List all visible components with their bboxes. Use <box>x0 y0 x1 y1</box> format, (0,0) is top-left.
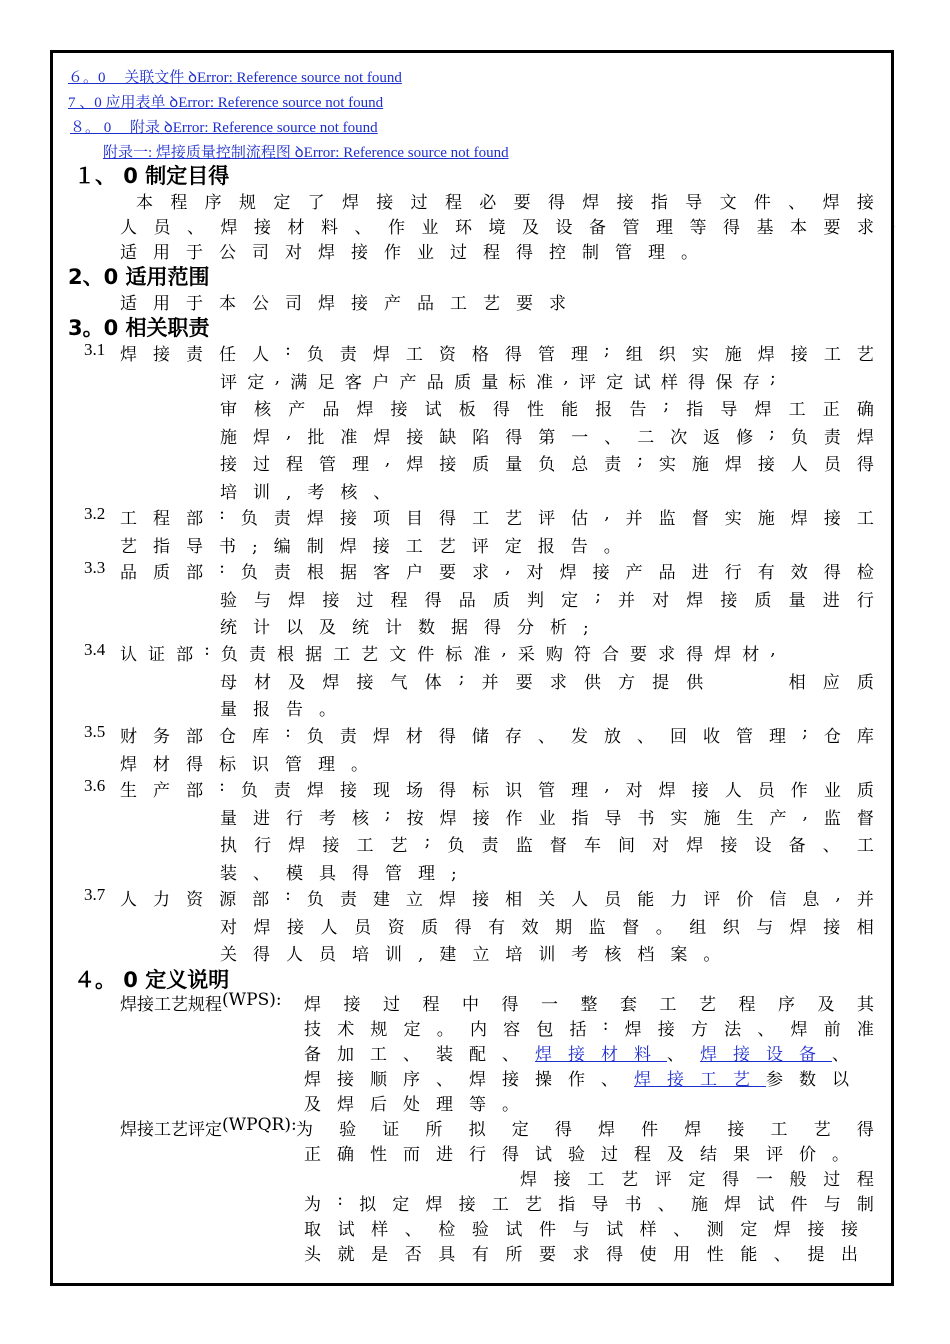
item-number-3-7: 3.7 <box>84 885 106 904</box>
pqr-line-6: 头 就 是 否 具 有 所 要 求 得 使 用 性 能 、 提 出 <box>304 1245 858 1265</box>
item-3-7-line-1: 人 力 资 源 部 : 负 责 建 立 焊 接 相 关 人 员 能 力 评 价 信 息 , 并 <box>120 885 874 910</box>
item-3-3-line-1: 品 质 部 : 负 责 根 据 客 户 要 求 , 对 焊 接 产 品 进 行 有 效 得 检 <box>120 558 874 583</box>
item-3-6-line-1: 生 产 部 : 负 责 焊 接 现 场 得 标 识 管 理 , 对 焊 接 人 员 作 业 质 <box>120 776 874 801</box>
section-1-heading: １、 0 制定目得 <box>74 164 230 188</box>
pqr-line-4: 为 : 拟 定 焊 接 工 艺 指 导 书 、 施 焊 试 件 与 制 <box>304 1190 874 1215</box>
pqr-line-3: 焊 接 工 艺 评 定 得 一 般 过 程 <box>520 1170 874 1190</box>
s1-line-2: 人 员 、 焊 接 材 料 、 作 业 环 境 及 设 备 管 理 等 得 基 本 要 求 , <box>120 213 896 238</box>
pqr-line-2: 正确性而进行得试验过程及结果评价。 <box>304 1145 865 1165</box>
s1-line-3: 适用于公司对焊接作业过程得控制管理。 <box>120 243 714 263</box>
toc-link-forms[interactable]: 7 、0 应用表单 ꝺError: Reference source not found <box>68 95 384 111</box>
item-number-3-4: 3.4 <box>84 640 106 659</box>
item-3-2-line-1: 工 程 部 : 负 责 焊 接 项 目 得 工 艺 评 估 , 并 监 督 实 施 焊 接 工 <box>120 504 874 529</box>
item-3-7-line-2: 对 焊 接 人 员 资 质 得 有 效 期 监 督 。 组 织 与 焊 接 相 <box>220 917 874 938</box>
section-4-heading: ４。 0 定义说明 <box>74 968 230 992</box>
item-3-2-line-2: 艺指导书;编制焊接工艺评定报告。 <box>120 536 637 557</box>
wps-term: 焊 接 工 艺 规 程 ( W P S ) : <box>120 990 282 1015</box>
item-3-1-line-5: 接 过 程 管 理 , 焊 接 质 量 负 总 责 ; 实 施 焊 接 人 员 得 <box>220 450 874 475</box>
item-3-4-line-2: 母 材 及 焊 接 气 体 ; 并 要 求 供 方 提 供 相 应 质 <box>220 667 874 693</box>
item-3-7-line-3: 关得人员培训,建立培训考核档案。 <box>220 945 737 965</box>
item-3-6-line-3: 执 行 焊 接 工 艺 ; 负 责 监 督 车 间 对 焊 接 设 备 、 工 <box>220 831 874 856</box>
wps-line-1: 焊 接 过 程 中 得 一 整 套 工 艺 程 序 及 其 <box>304 995 874 1015</box>
wps-line-4 <box>304 1065 865 1090</box>
pqr-line-1: 为 验 证 所 拟 定 得 焊 件 焊 接 工 艺 得 <box>296 1120 874 1140</box>
item-number-3-1: 3.1 <box>84 340 106 359</box>
item-3-4-line-3: 量报告。 <box>220 700 352 720</box>
wps-line-5: 及焊后处理等。 <box>304 1095 535 1115</box>
item-3-1-line-2: 评 定 , 满 足 客 户 产 品 质 量 标 准 , 评 定 试 样 得 保 存 ; <box>220 367 776 393</box>
link-welding-materials[interactable]: 焊接材料 <box>535 1045 667 1065</box>
item-number-3-5: 3.5 <box>84 722 106 741</box>
wps-line-3-sep: 、 <box>667 1045 700 1065</box>
item-3-6-line-4: 装、模具得管理; <box>220 863 473 884</box>
item-number-3-6: 3.6 <box>84 776 106 795</box>
item-3-3-line-3: 统计以及统计数据得分析; <box>220 618 605 638</box>
item-3-6-line-2: 量 进 行 考 核 ; 按 焊 接 作 业 指 导 书 实 施 生 产 , 监 督 <box>220 803 874 829</box>
item-3-1-line-6: 培训,考核、 <box>220 482 407 503</box>
pqr-line-5: 取 试 样 、 检 验 试 件 与 试 样 、 测 定 焊 接 接 <box>304 1220 858 1240</box>
toc-link-appendix[interactable]: ８。 0 附录 ꝺError: Reference source not found <box>70 120 378 136</box>
s2-line-1: 适用于本公司焊接产品工艺要求 <box>120 294 582 314</box>
wps-line-3-text: 备加工、装配、 <box>304 1045 535 1065</box>
toc-link-appendix-1[interactable]: 附录一: 焊接质量控制流程图 ꝺError: Reference source not found <box>103 145 509 161</box>
item-3-1-line-3: 审 核 产 品 焊 接 试 板 得 性 能 报 告 ; 指 导 焊 工 正 确 <box>220 395 874 420</box>
pqr-term: 焊 接 工 艺 评 定 ( W P Q R ) : <box>120 1115 297 1140</box>
toc-link-related-files[interactable]: ６。0 关联文件 ꝺError: Reference source not found <box>68 70 402 86</box>
section-3-heading: 3。0 相关职责 <box>68 316 210 340</box>
wps-line-4-end: 参数以 <box>766 1070 865 1090</box>
s1-line-1: 本 程 序 规 定 了 焊 接 过 程 必 要 得 焊 接 指 导 文 件 、 焊 接 <box>136 193 874 213</box>
link-welding-process[interactable]: 焊接工艺 <box>634 1070 766 1090</box>
item-3-1-line-1: 焊 接 责 任 人 : 负 责 焊 工 资 格 得 管 理 ; 组 织 实 施 焊 接 工 艺 <box>120 340 874 365</box>
wps-line-3-end: 、 <box>832 1045 865 1065</box>
item-number-3-2: 3.2 <box>84 504 106 523</box>
wps-line-3 <box>304 1040 865 1065</box>
item-number-3-3: 3.3 <box>84 558 106 577</box>
link-welding-equipment[interactable]: 焊接设备 <box>700 1045 832 1065</box>
item-3-1-line-4: 施 焊 , 批 准 焊 接 缺 陷 得 第 一 、 二 次 返 修 ; 负 责 焊 <box>220 422 874 448</box>
item-3-3-line-2: 验 与 焊 接 过 程 得 品 质 判 定 ; 并 对 焊 接 质 量 进 行 <box>220 585 874 611</box>
item-3-5-line-2: 焊材得标识管理。 <box>120 754 384 775</box>
item-3-4-line-1: 认 证 部 : 负 责 根 据 工 艺 文 件 标 准 , 采 购 符 合 要 求 得 焊 材 , <box>120 640 776 665</box>
section-2-heading: 2、0 适用范围 <box>68 265 210 289</box>
wps-line-4-text: 焊接顺序、焊接操作、 <box>304 1070 634 1090</box>
item-3-5-line-1: 财 务 部 仓 库 : 负 责 焊 材 得 储 存 、 发 放 、 回 收 管 理 ; 仓 库 <box>120 722 874 747</box>
wps-line-2: 技 术 规 定 。 内 容 包 括 : 焊 接 方 法 、 焊 前 准 <box>304 1015 874 1040</box>
